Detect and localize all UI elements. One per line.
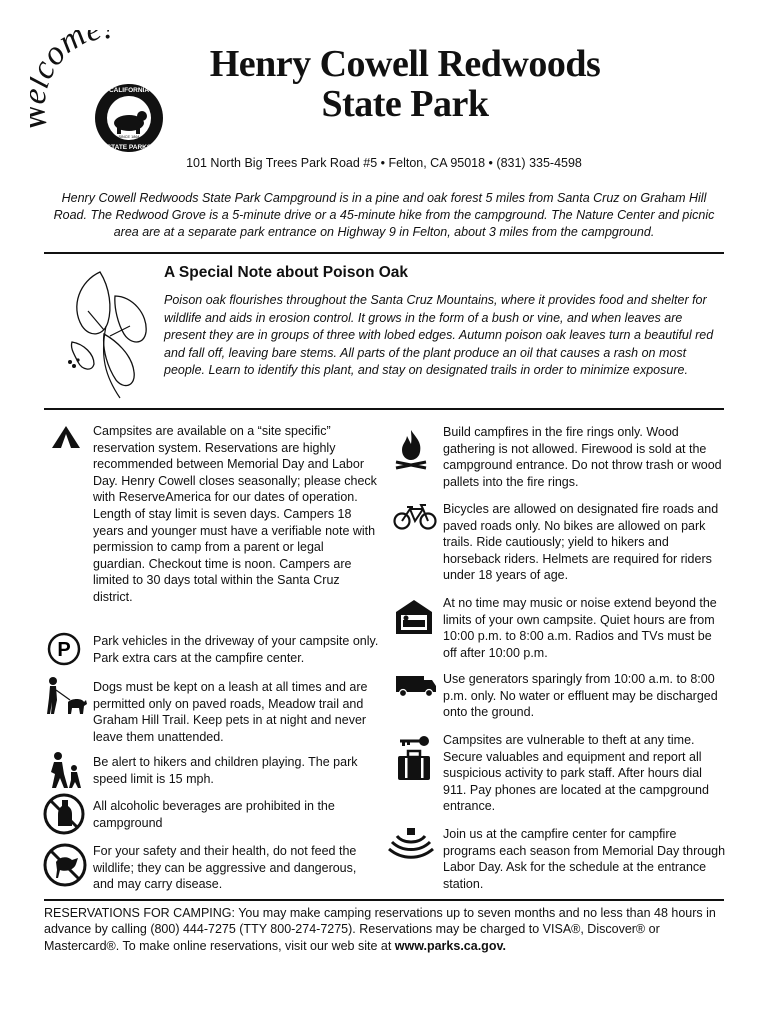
reservations-footer — [44, 905, 734, 954]
list-item: Bicycles are allowed on designated fire roads and paved roads only. No bikes are allowed on park trails. Ride cautiously; yield to hikers and horseback riders. Helmets are required for riders under 18 years of age. — [443, 502, 719, 583]
list-item: Be alert to hikers and children playing. The park speed limit is 15 mph. — [93, 755, 358, 786]
intro-paragraph: Henry Cowell Redwoods State Park Campground is in a pine and oak forest 5 miles from Santa Cruz on Graham Hill Road. The Redwood Grove is a 5-minute drive or a 45-minute hike from the campground. The Nature Center and picnic area are at a separate park entrance on Highway 9 in Felton, about 3 miles from the campground. — [53, 191, 715, 239]
list-item: Join us at the campfire center for campfire programs each season from Memorial Day through Labor Day. Ask for the schedule at the entrance station. — [443, 827, 726, 891]
bicycle-icon — [393, 504, 437, 535]
welcome-text: om — [34, 30, 93, 73]
title-line-1: Henry Cowell Redwoods — [209, 43, 601, 85]
poison-oak-body: Poison oak flourishes throughout the Santa Cruz Mountains, where it provides food and shelter for wildlife and aids in erosion control. It grows in the form of a bush or vine, and when leaves are present they are in groups of three with lobed edges. Autumn poison oak leaves turn a beautiful red and fall off, leaving bare stems. All parts of the plant produce an oil that causes a rash on most people. Learn to identify this plant, and stay on designated trails in order to minimize exposure. — [164, 293, 714, 377]
parks-website-link[interactable]: www.parks.ca.gov. — [394, 938, 506, 953]
reservations-text: RESERVATIONS FOR CAMPING: You may make camping reservations up to seven months and no less than 48 hours in advance by calling (800) 444-7275 (TTY 800-274-7275). Reservations may be charged to VISA®, Discover® or Mastercard®. To make online reservations, visit our web site at — [44, 906, 716, 953]
tent-icon — [50, 424, 82, 455]
page-title — [150, 44, 660, 124]
generator-truck-icon — [394, 674, 438, 703]
parking-icon — [47, 632, 81, 671]
list-item: Build campfires in the fire rings only. Wood gathering is not allowed. Firewood is sold at the campground entrance. Do not throw trash or wood pallets into the fire rings. — [443, 425, 722, 489]
park-address: 101 North Big Trees Park Road #5 • Felton, CA 95018 • (831) 335-4598 — [186, 156, 582, 170]
state-parks-logo — [30, 30, 170, 155]
list-item: Use generators sparingly from 10:00 a.m. to 8:00 p.m. only. No water or effluent may be discharged onto the ground. — [443, 672, 718, 720]
svg-text:P: P — [57, 639, 71, 661]
key-luggage-icon — [396, 734, 432, 789]
poison-oak-title: A Special Note about Poison Oak — [164, 264, 409, 281]
seal-bottom-text: STATE PARKS — [106, 144, 152, 151]
no-feeding-wildlife-icon — [42, 842, 88, 893]
divider-middle — [44, 408, 724, 410]
divider-top — [44, 252, 724, 254]
list-item: For your safety and their health, do not feed the wildlife; they can be aggressive and dangerous, and may carry disease. — [93, 844, 357, 892]
quiet-hours-icon — [394, 598, 434, 641]
list-item: Campsites are available on a “site specific” reservation system. Reservations are highly recommended between Memorial Day and Labor Day. Henry Cowell closes seasonally; please check with ReserveAmerica for our dates of operation. Length of stay limit is seven days. Campers 18 years and younger must have a verifiable note with permission to camp from a parent or legal guardian. Checkout time is noon. Campers are limited to 30 days total within the Santa Cruz district. — [93, 424, 377, 604]
list-item: Dogs must be kept on a leash at all times and are permitted only on paved roads, Meadow trail and Graham Hill Trail. Keep pets in at night and never leave them unattended. — [93, 680, 368, 744]
pedestrians-icon — [46, 752, 86, 795]
seal-top-text: CALIFORNIA — [108, 87, 150, 94]
no-alcohol-icon — [42, 792, 86, 841]
list-item: Park vehicles in the driveway of your campsite only. Park extra cars at the campfire center. — [93, 634, 379, 665]
seal-since-text: SINCE 1864 — [118, 135, 140, 139]
divider-bottom — [44, 899, 724, 901]
poison-oak-leaf-icon — [60, 266, 155, 401]
campfire-icon — [394, 428, 428, 475]
list-item: All alcoholic beverages are prohibited in the campground — [93, 799, 335, 830]
list-item: Campsites are vulnerable to theft at any time. Secure valuables and equipment and report all suspicious activity to park staff. After hours dial 911. Pay phones are located at the campground entrance. — [443, 733, 709, 814]
title-line-2: State Park — [321, 83, 489, 125]
campfire-program-icon — [388, 826, 434, 865]
dog-leash-icon — [44, 676, 88, 721]
list-item: At no time may music or noise extend beyond the limits of your own campsite. Quiet hours are from 10:00 p.m. to 8:00 a.m. Radios and TVs must be off after 10:00 p.m. — [443, 596, 717, 660]
